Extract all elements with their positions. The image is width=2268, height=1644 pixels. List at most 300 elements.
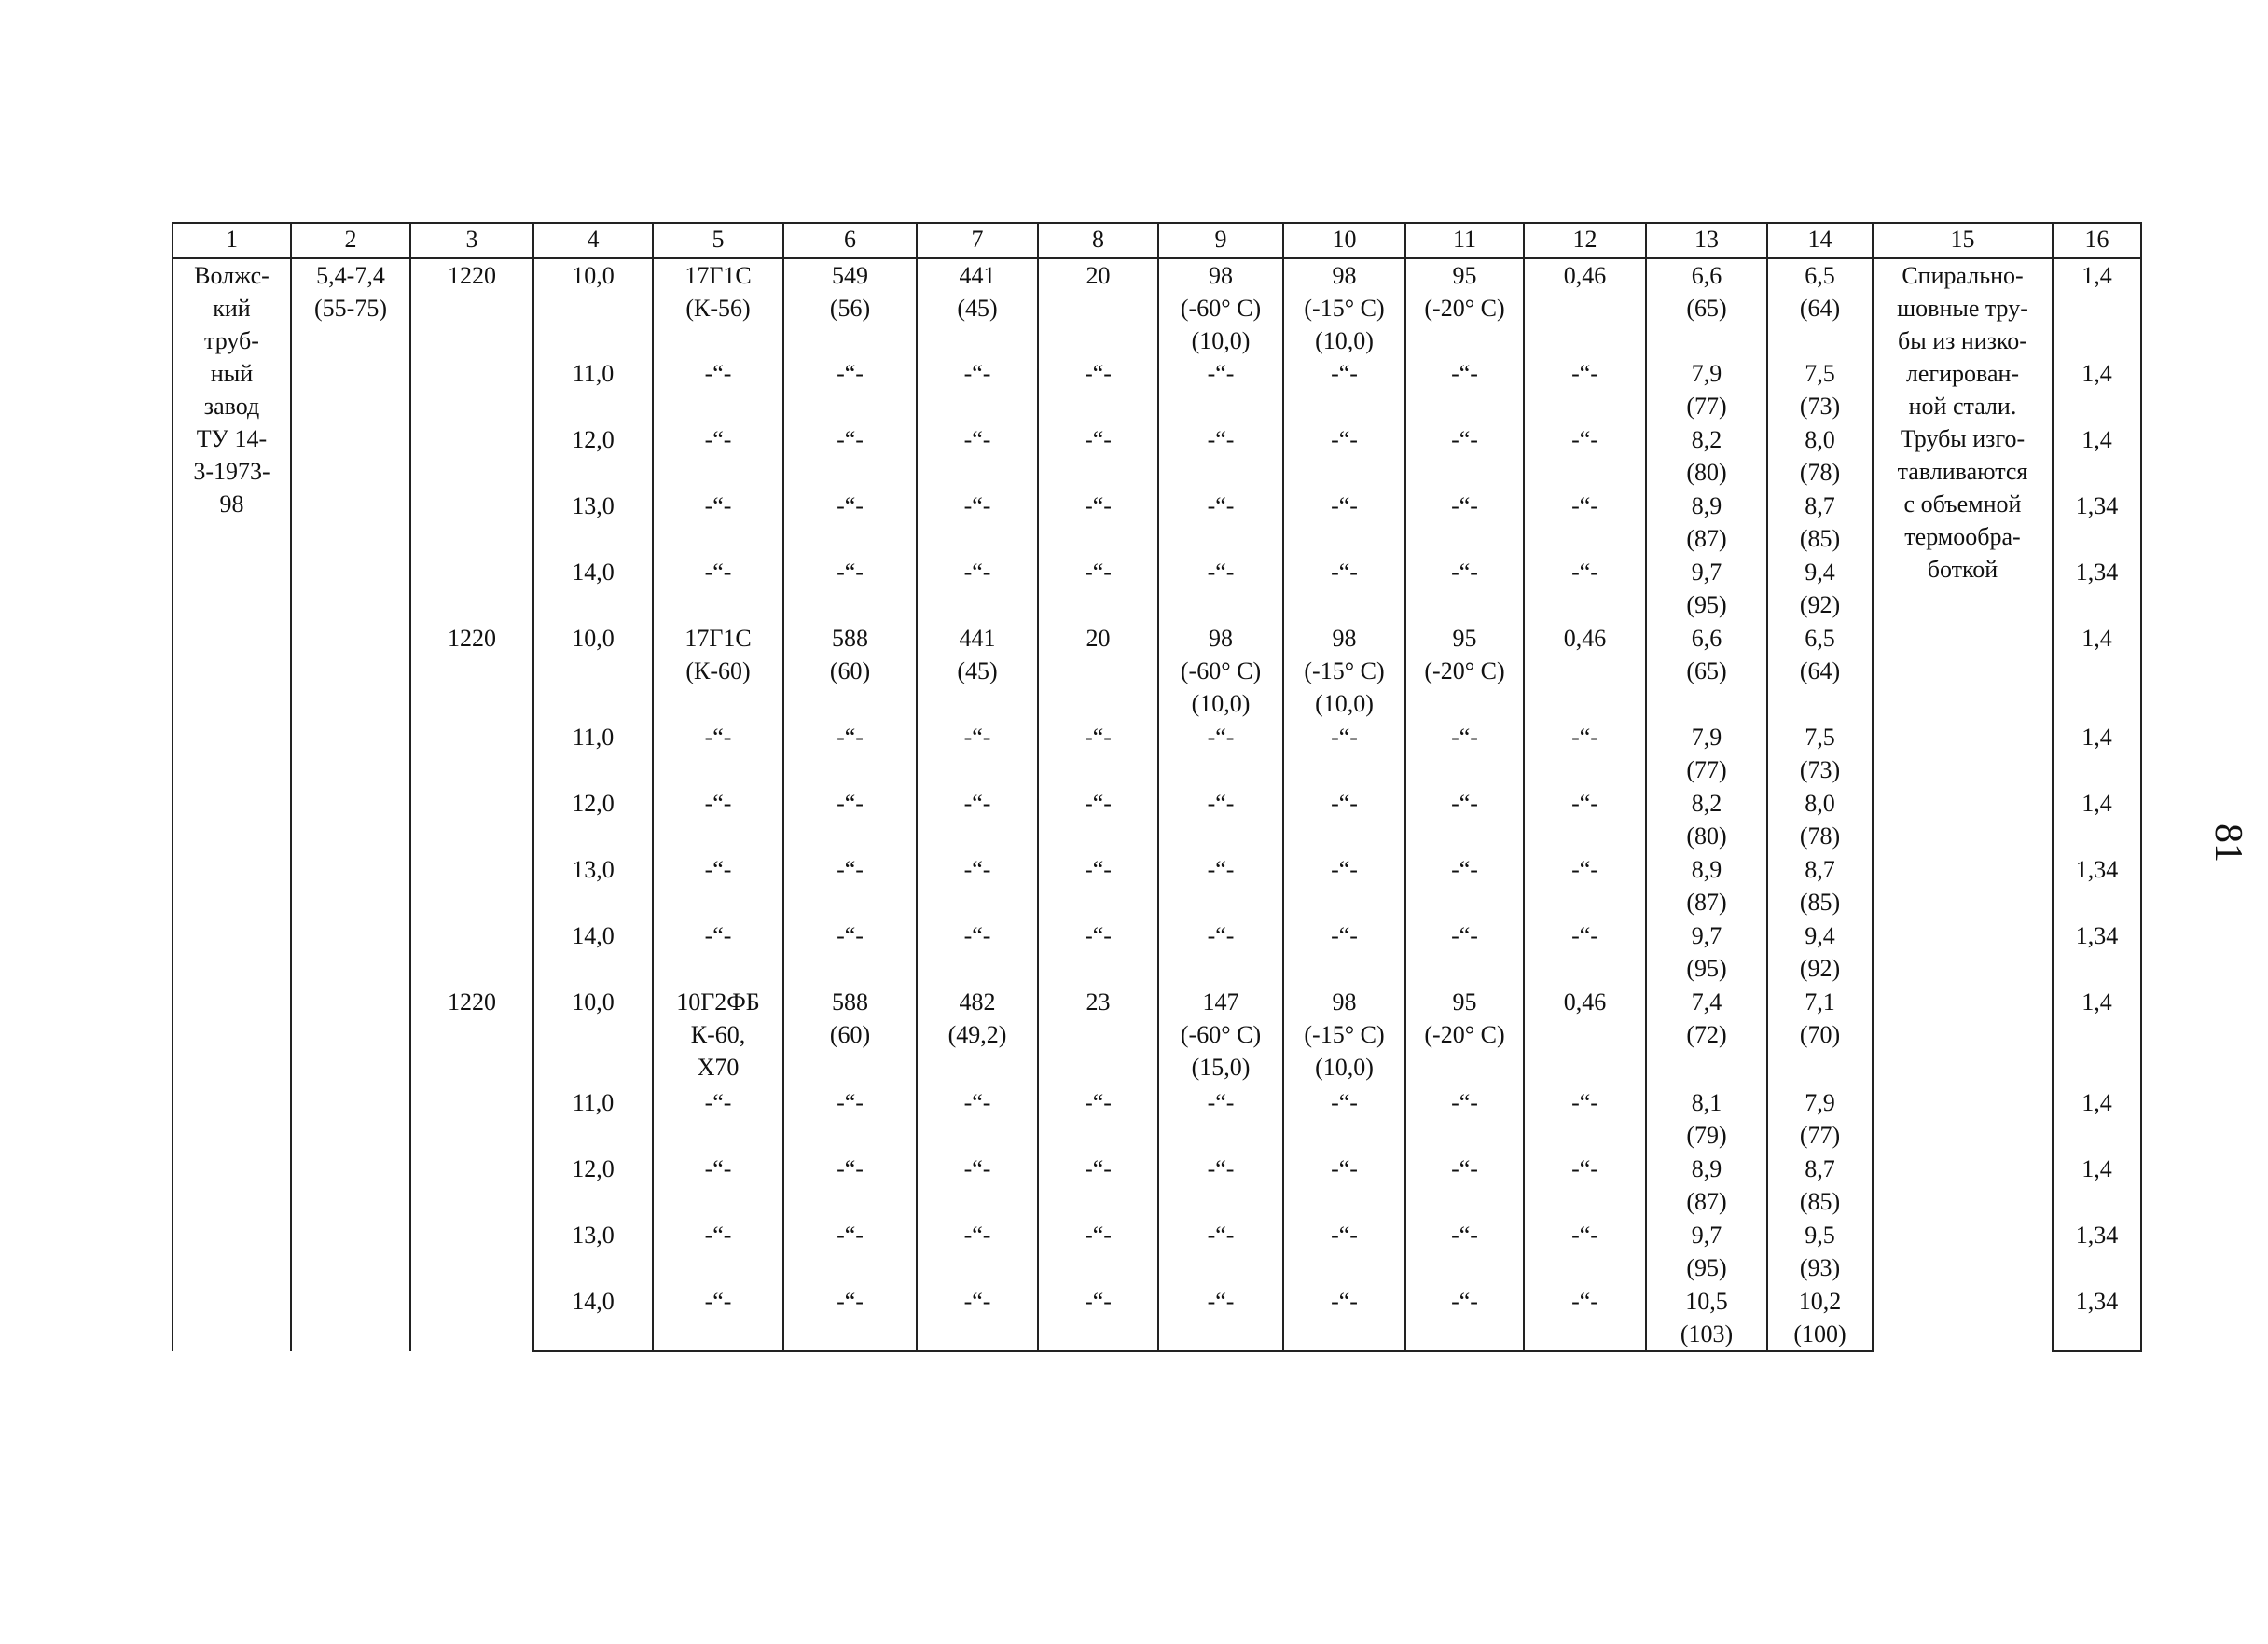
coefficient-cell: 1,34 (2053, 853, 2141, 919)
impact-strength-dwtt-cell (1405, 556, 1524, 622)
tensile-strength-cell-line: -“- (837, 1089, 864, 1116)
tensile-strength-cell-line: -“- (837, 559, 864, 586)
elongation-cell (1038, 721, 1158, 787)
yield-strength-cell (917, 490, 1038, 556)
yield-strength-cell-line: -“- (963, 360, 991, 387)
notes-cell-line: легирован- (1905, 360, 2020, 387)
column-header-16: 16 (2053, 223, 2141, 258)
elongation-cell (1038, 490, 1158, 556)
tensile-strength-cell-line: (60) (829, 1021, 871, 1048)
impact-strength-dwtt-cell-line: -“- (1451, 856, 1478, 883)
carbon-equivalent-cell-line: -“- (1571, 856, 1598, 883)
elongation-cell (1038, 258, 1158, 357)
elongation-cell (1038, 986, 1158, 1086)
table-row (173, 258, 2141, 357)
thickness-cell: 10,0 (533, 258, 653, 357)
coefficient-cell: 1,34 (2053, 1285, 2141, 1351)
column-header-8: 8 (1038, 223, 1158, 258)
tensile-strength-cell (783, 1219, 917, 1285)
notes-cell-line: ной стали. (1908, 393, 2017, 420)
steel-grade-cell-line: 10Г2ФБ (676, 988, 760, 1015)
impact-strength-weld-cell-line: (10,0) (1315, 1054, 1374, 1081)
tensile-strength-cell (783, 357, 917, 423)
steel-grade-cell (653, 490, 783, 556)
test-pressure-b-cell-line: 7,1 (1805, 988, 1835, 1015)
impact-strength-dwtt-cell (1405, 1153, 1524, 1219)
tensile-strength-cell (783, 258, 917, 357)
carbon-equivalent-cell (1524, 1285, 1646, 1351)
steel-grade-cell (653, 986, 783, 1086)
carbon-equivalent-cell (1524, 423, 1646, 490)
test-pressure-b-cell-line: 7,9 (1805, 1089, 1835, 1116)
yield-strength-cell-line: -“- (963, 1089, 991, 1116)
impact-strength-dwtt-cell-line: (-20° С) (1424, 1021, 1505, 1048)
impact-strength-weld-cell (1283, 1285, 1405, 1351)
test-pressure-a-cell-line: (80) (1686, 459, 1727, 486)
impact-strength-weld-cell (1283, 622, 1405, 721)
thickness-cell: 11,0 (533, 1086, 653, 1153)
tensile-strength-cell (783, 721, 917, 787)
elongation-cell-line: 20 (1086, 262, 1111, 289)
tensile-strength-cell (783, 853, 917, 919)
carbon-equivalent-cell-line: -“- (1571, 1155, 1598, 1182)
tensile-strength-cell-line: -“- (837, 1222, 864, 1249)
test-pressure-b-cell (1767, 1086, 1873, 1153)
notes-cell-line: бы из низко- (1898, 327, 2027, 354)
test-pressure-a-cell (1646, 919, 1767, 986)
yield-strength-cell-line: -“- (963, 922, 991, 949)
tensile-strength-cell (783, 1086, 917, 1153)
impact-strength-base-cell (1158, 853, 1283, 919)
impact-strength-base-cell-line: -“- (1207, 360, 1235, 387)
impact-strength-base-cell (1158, 490, 1283, 556)
impact-strength-base-cell-line: (-60° С) (1180, 657, 1262, 684)
tensile-strength-cell (783, 423, 917, 490)
impact-strength-base-cell-line: -“- (1207, 426, 1235, 453)
tensile-strength-cell (783, 1285, 917, 1351)
yield-strength-cell (917, 556, 1038, 622)
tensile-strength-cell-line: 588 (832, 988, 868, 1015)
carbon-equivalent-cell (1524, 622, 1646, 721)
tensile-strength-cell-line: -“- (837, 790, 864, 817)
yield-strength-cell-line: -“- (963, 856, 991, 883)
tensile-strength-cell-line: (60) (829, 657, 871, 684)
steel-grade-cell (653, 1153, 783, 1219)
test-pressure-b-cell-line: (93) (1799, 1254, 1841, 1281)
elongation-cell (1038, 1086, 1158, 1153)
elongation-cell (1038, 556, 1158, 622)
steel-grade-cell (653, 787, 783, 853)
impact-strength-weld-cell (1283, 490, 1405, 556)
test-pressure-b-cell-line: (92) (1799, 591, 1841, 618)
impact-strength-weld-cell-line: -“- (1331, 1155, 1358, 1182)
pressure-range-cell-line: (55-75) (314, 295, 387, 322)
impact-strength-dwtt-cell (1405, 919, 1524, 986)
coefficient-cell: 1,34 (2053, 556, 2141, 622)
impact-strength-dwtt-cell-line: -“- (1451, 426, 1478, 453)
thickness-cell: 14,0 (533, 1285, 653, 1351)
impact-strength-weld-cell-line: 98 (1332, 262, 1357, 289)
coefficient-cell: 1,34 (2053, 490, 2141, 556)
steel-grade-cell (653, 1219, 783, 1285)
carbon-equivalent-cell (1524, 258, 1646, 357)
manufacturer-cell-line: 98 (219, 490, 244, 518)
tensile-strength-cell-line: -“- (837, 426, 864, 453)
tensile-strength-cell (783, 787, 917, 853)
test-pressure-b-cell-line: (92) (1799, 955, 1841, 982)
yield-strength-cell-line: 441 (959, 625, 996, 652)
steel-grade-cell-line: 17Г1С (685, 625, 752, 652)
tensile-strength-cell-line: -“- (837, 1288, 864, 1315)
yield-strength-cell (917, 787, 1038, 853)
impact-strength-weld-cell (1283, 986, 1405, 1086)
carbon-equivalent-cell-line: -“- (1571, 426, 1598, 453)
notes-cell-line: Спирально- (1902, 262, 2024, 289)
test-pressure-a-cell-line: 8,2 (1691, 790, 1722, 817)
test-pressure-a-cell (1646, 622, 1767, 721)
column-header-7: 7 (917, 223, 1038, 258)
column-header-3: 3 (410, 223, 533, 258)
elongation-cell-line: -“- (1085, 1288, 1112, 1315)
tensile-strength-cell (783, 919, 917, 986)
elongation-cell (1038, 423, 1158, 490)
impact-strength-weld-cell-line: -“- (1331, 724, 1358, 751)
impact-strength-dwtt-cell-line: -“- (1451, 1155, 1478, 1182)
test-pressure-a-cell-line: (95) (1686, 1254, 1727, 1281)
carbon-equivalent-cell-line: -“- (1571, 790, 1598, 817)
test-pressure-b-cell-line: 6,5 (1805, 625, 1835, 652)
notes-cell (1873, 258, 2053, 1351)
steel-grade-cell (653, 258, 783, 357)
yield-strength-cell-line: (45) (957, 657, 998, 684)
test-pressure-b-cell-line: (64) (1799, 295, 1841, 322)
test-pressure-a-cell-line: 6,6 (1691, 262, 1722, 289)
impact-strength-dwtt-cell-line: (-20° С) (1424, 657, 1505, 684)
impact-strength-weld-cell-line: -“- (1331, 492, 1358, 519)
elongation-cell (1038, 1285, 1158, 1351)
yield-strength-cell (917, 1086, 1038, 1153)
carbon-equivalent-cell (1524, 490, 1646, 556)
impact-strength-weld-cell (1283, 721, 1405, 787)
steel-grade-cell-line: -“- (704, 559, 732, 586)
impact-strength-base-cell-line: (15,0) (1191, 1054, 1251, 1081)
column-header-1: 1 (173, 223, 291, 258)
test-pressure-b-cell (1767, 490, 1873, 556)
test-pressure-b-cell-line: 8,0 (1805, 790, 1835, 817)
impact-strength-weld-cell-line: (-15° С) (1304, 657, 1385, 684)
test-pressure-a-cell-line: 10,5 (1685, 1288, 1728, 1315)
tensile-strength-cell (783, 490, 917, 556)
impact-strength-dwtt-cell-line: 95 (1452, 262, 1477, 289)
test-pressure-a-cell-line: 8,1 (1691, 1089, 1722, 1116)
impact-strength-base-cell-line: -“- (1207, 492, 1235, 519)
test-pressure-a-cell (1646, 490, 1767, 556)
impact-strength-base-cell-line: -“- (1207, 1155, 1235, 1182)
thickness-cell: 12,0 (533, 787, 653, 853)
yield-strength-cell-line: -“- (963, 1222, 991, 1249)
impact-strength-weld-cell (1283, 556, 1405, 622)
tensile-strength-cell-line: (56) (829, 295, 871, 322)
test-pressure-b-cell (1767, 357, 1873, 423)
impact-strength-weld-cell (1283, 1153, 1405, 1219)
test-pressure-a-cell-line: (87) (1686, 525, 1727, 552)
impact-strength-base-cell-line: -“- (1207, 1222, 1235, 1249)
yield-strength-cell-line: -“- (963, 1288, 991, 1315)
impact-strength-base-cell-line: -“- (1207, 1288, 1235, 1315)
notes-cell-line: боткой (1927, 556, 1998, 583)
carbon-equivalent-cell (1524, 556, 1646, 622)
steel-grade-cell-line: -“- (704, 360, 732, 387)
impact-strength-weld-cell (1283, 1219, 1405, 1285)
test-pressure-a-cell-line: (87) (1686, 889, 1727, 916)
yield-strength-cell-line: -“- (963, 426, 991, 453)
manufacturer-cell-line: труб- (204, 327, 259, 354)
carbon-equivalent-cell-line: -“- (1571, 1288, 1598, 1315)
carbon-equivalent-cell-line: -“- (1571, 492, 1598, 519)
steel-grade-cell-line: -“- (704, 1222, 732, 1249)
test-pressure-b-cell-line: (85) (1799, 1188, 1841, 1215)
impact-strength-weld-cell-line: (-15° С) (1304, 1021, 1385, 1048)
test-pressure-a-cell (1646, 1219, 1767, 1285)
test-pressure-a-cell-line: 8,9 (1691, 856, 1722, 883)
impact-strength-base-cell (1158, 556, 1283, 622)
yield-strength-cell (917, 1219, 1038, 1285)
impact-strength-dwtt-cell (1405, 490, 1524, 556)
test-pressure-b-cell-line: 8,7 (1805, 492, 1835, 519)
carbon-equivalent-cell-line: -“- (1571, 724, 1598, 751)
tensile-strength-cell (783, 622, 917, 721)
steel-grade-cell-line: -“- (704, 1089, 732, 1116)
test-pressure-a-cell-line: 8,9 (1691, 1155, 1722, 1182)
yield-strength-cell-line: -“- (963, 724, 991, 751)
elongation-cell-line: -“- (1085, 426, 1112, 453)
table-row (173, 986, 2141, 1086)
impact-strength-weld-cell-line: -“- (1331, 426, 1358, 453)
elongation-cell-line: -“- (1085, 922, 1112, 949)
test-pressure-a-cell (1646, 1086, 1767, 1153)
yield-strength-cell-line: -“- (963, 1155, 991, 1182)
impact-strength-base-cell-line: (10,0) (1191, 690, 1251, 717)
impact-strength-weld-cell-line: (10,0) (1315, 327, 1374, 354)
test-pressure-b-cell-line: 7,5 (1805, 360, 1835, 387)
impact-strength-base-cell-line: -“- (1207, 724, 1235, 751)
diameter-cell: 1220 (410, 258, 533, 622)
steel-grade-cell-line: -“- (704, 426, 732, 453)
column-header-10: 10 (1283, 223, 1405, 258)
test-pressure-a-cell-line: (65) (1686, 657, 1727, 684)
impact-strength-dwtt-cell-line: -“- (1451, 1089, 1478, 1116)
yield-strength-cell-line: 482 (959, 988, 996, 1015)
test-pressure-a-cell (1646, 787, 1767, 853)
test-pressure-a-cell (1646, 853, 1767, 919)
impact-strength-base-cell-line: -“- (1207, 1089, 1235, 1116)
steel-grade-cell-line: (К-60) (685, 657, 751, 684)
test-pressure-b-cell-line: 10,2 (1798, 1288, 1842, 1315)
test-pressure-b-cell-line: (100) (1793, 1320, 1846, 1347)
impact-strength-dwtt-cell-line: -“- (1451, 360, 1478, 387)
coefficient-cell: 1,34 (2053, 1219, 2141, 1285)
thickness-cell: 10,0 (533, 622, 653, 721)
yield-strength-cell-line: -“- (963, 790, 991, 817)
test-pressure-a-cell-line: (77) (1686, 756, 1727, 783)
impact-strength-dwtt-cell (1405, 622, 1524, 721)
coefficient-cell: 1,4 (2053, 423, 2141, 490)
test-pressure-a-cell-line: (87) (1686, 1188, 1727, 1215)
carbon-equivalent-cell (1524, 357, 1646, 423)
impact-strength-dwtt-cell-line: -“- (1451, 1222, 1478, 1249)
test-pressure-b-cell-line: (78) (1799, 822, 1841, 850)
elongation-cell-line: -“- (1085, 856, 1112, 883)
test-pressure-a-cell (1646, 258, 1767, 357)
test-pressure-a-cell-line: (103) (1680, 1320, 1734, 1347)
impact-strength-base-cell (1158, 919, 1283, 986)
test-pressure-a-cell (1646, 1285, 1767, 1351)
coefficient-cell: 1,4 (2053, 721, 2141, 787)
test-pressure-b-cell (1767, 787, 1873, 853)
steel-grade-cell (653, 357, 783, 423)
impact-strength-weld-cell-line: -“- (1331, 856, 1358, 883)
column-header-15: 15 (1873, 223, 2053, 258)
yield-strength-cell-line: -“- (963, 559, 991, 586)
impact-strength-base-cell (1158, 721, 1283, 787)
notes-cell-line: термообра- (1904, 523, 2021, 550)
coefficient-cell: 1,4 (2053, 622, 2141, 721)
tensile-strength-cell-line: -“- (837, 922, 864, 949)
diameter-cell: 1220 (410, 622, 533, 986)
impact-strength-base-cell (1158, 622, 1283, 721)
yield-strength-cell (917, 853, 1038, 919)
test-pressure-b-cell-line: 8,7 (1805, 856, 1835, 883)
test-pressure-a-cell-line: (95) (1686, 955, 1727, 982)
steel-grade-cell (653, 1086, 783, 1153)
elongation-cell-line: -“- (1085, 1089, 1112, 1116)
impact-strength-dwtt-cell-line: -“- (1451, 922, 1478, 949)
tensile-strength-cell-line: -“- (837, 1155, 864, 1182)
column-header-14: 14 (1767, 223, 1873, 258)
test-pressure-b-cell (1767, 1153, 1873, 1219)
impact-strength-base-cell (1158, 1086, 1283, 1153)
test-pressure-b-cell-line: 6,5 (1805, 262, 1835, 289)
impact-strength-weld-cell (1283, 919, 1405, 986)
test-pressure-b-cell-line: 8,7 (1805, 1155, 1835, 1182)
impact-strength-weld-cell (1283, 853, 1405, 919)
manufacturer-cell-line: 3-1973- (193, 458, 270, 485)
impact-strength-base-cell (1158, 1219, 1283, 1285)
impact-strength-base-cell-line: 98 (1209, 262, 1233, 289)
test-pressure-b-cell (1767, 853, 1873, 919)
steel-grade-cell-line: Х70 (697, 1054, 740, 1081)
test-pressure-a-cell-line: 7,9 (1691, 724, 1722, 751)
yield-strength-cell-line: 441 (959, 262, 996, 289)
tensile-strength-cell-line: -“- (837, 724, 864, 751)
test-pressure-a-cell-line: 8,2 (1691, 426, 1722, 453)
test-pressure-a-cell (1646, 721, 1767, 787)
test-pressure-a-cell-line: 7,4 (1691, 988, 1722, 1015)
elongation-cell (1038, 357, 1158, 423)
steel-grade-cell (653, 556, 783, 622)
test-pressure-b-cell-line: (70) (1799, 1021, 1841, 1048)
notes-cell-line: тавливаются (1897, 458, 2028, 485)
carbon-equivalent-cell (1524, 986, 1646, 1086)
test-pressure-b-cell-line: 9,4 (1805, 922, 1835, 949)
yield-strength-cell-line: -“- (963, 492, 991, 519)
impact-strength-weld-cell (1283, 423, 1405, 490)
impact-strength-dwtt-cell-line: -“- (1451, 559, 1478, 586)
column-header-11: 11 (1405, 223, 1524, 258)
impact-strength-dwtt-cell (1405, 787, 1524, 853)
test-pressure-a-cell (1646, 986, 1767, 1086)
column-header-6: 6 (783, 223, 917, 258)
coefficient-cell: 1,4 (2053, 986, 2141, 1086)
carbon-equivalent-cell-line: -“- (1571, 922, 1598, 949)
test-pressure-a-cell (1646, 1153, 1767, 1219)
coefficient-cell: 1,34 (2053, 919, 2141, 986)
steel-grade-cell-line: -“- (704, 1288, 732, 1315)
tensile-strength-cell (783, 1153, 917, 1219)
impact-strength-weld-cell (1283, 1086, 1405, 1153)
tensile-strength-cell-line: -“- (837, 360, 864, 387)
elongation-cell (1038, 1219, 1158, 1285)
test-pressure-b-cell-line: 8,0 (1805, 426, 1835, 453)
coefficient-cell: 1,4 (2053, 787, 2141, 853)
carbon-equivalent-cell (1524, 1153, 1646, 1219)
test-pressure-a-cell-line: 6,6 (1691, 625, 1722, 652)
test-pressure-a-cell-line: 9,7 (1691, 559, 1722, 586)
tensile-strength-cell-line: -“- (837, 492, 864, 519)
carbon-equivalent-cell-line: -“- (1571, 1222, 1598, 1249)
test-pressure-a-cell-line: (80) (1686, 822, 1727, 850)
column-header-2: 2 (291, 223, 410, 258)
thickness-cell: 13,0 (533, 1219, 653, 1285)
impact-strength-dwtt-cell-line: -“- (1451, 492, 1478, 519)
impact-strength-dwtt-cell (1405, 1086, 1524, 1153)
test-pressure-b-cell-line: (73) (1799, 756, 1841, 783)
test-pressure-b-cell (1767, 986, 1873, 1086)
test-pressure-b-cell-line: (85) (1799, 889, 1841, 916)
impact-strength-dwtt-cell (1405, 423, 1524, 490)
test-pressure-a-cell (1646, 423, 1767, 490)
steel-grade-cell (653, 1285, 783, 1351)
impact-strength-dwtt-cell-line: (-20° С) (1424, 295, 1505, 322)
steel-grade-cell (653, 721, 783, 787)
yield-strength-cell (917, 423, 1038, 490)
test-pressure-a-cell-line: 9,7 (1691, 922, 1722, 949)
impact-strength-dwtt-cell (1405, 721, 1524, 787)
manufacturer-cell-line: Волжс- (194, 262, 270, 289)
thickness-cell: 14,0 (533, 919, 653, 986)
test-pressure-b-cell (1767, 721, 1873, 787)
thickness-cell: 14,0 (533, 556, 653, 622)
test-pressure-b-cell (1767, 1285, 1873, 1351)
impact-strength-weld-cell-line: -“- (1331, 360, 1358, 387)
steel-grade-cell-line: -“- (704, 856, 732, 883)
impact-strength-weld-cell-line: -“- (1331, 922, 1358, 949)
test-pressure-a-cell-line: (77) (1686, 393, 1727, 420)
yield-strength-cell-line: (45) (957, 295, 998, 322)
impact-strength-base-cell-line: 98 (1209, 625, 1233, 652)
impact-strength-base-cell-line: (10,0) (1191, 327, 1251, 354)
column-header-4: 4 (533, 223, 653, 258)
elongation-cell-line: -“- (1085, 1222, 1112, 1249)
impact-strength-weld-cell-line: -“- (1331, 1089, 1358, 1116)
test-pressure-a-cell-line: 7,9 (1691, 360, 1722, 387)
elongation-cell (1038, 853, 1158, 919)
tensile-strength-cell (783, 986, 917, 1086)
test-pressure-a-cell (1646, 556, 1767, 622)
tensile-strength-cell (783, 556, 917, 622)
impact-strength-base-cell (1158, 258, 1283, 357)
test-pressure-b-cell (1767, 423, 1873, 490)
